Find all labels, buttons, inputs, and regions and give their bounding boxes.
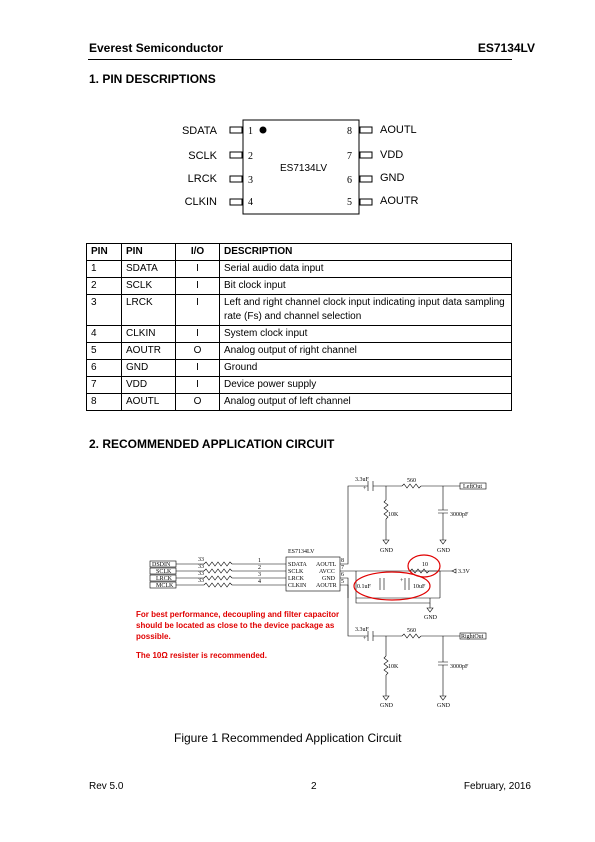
- resistor-series-right: [402, 634, 421, 638]
- table-cell: 2: [87, 278, 122, 295]
- table-header-cell: PIN: [122, 244, 176, 261]
- table-cell: Left and right channel clock input indicating input data sampling rate (Fs) and channel selection: [220, 295, 512, 326]
- note-line: The 10Ω resister is recommended.: [136, 651, 267, 660]
- pin-label-aoutl: AOUTL: [380, 124, 417, 136]
- pin-number-4: 4: [248, 197, 253, 208]
- pin-number-7: 7: [347, 151, 352, 162]
- gnd-label: GND: [380, 703, 393, 709]
- cap-label-filter-right: 3000pF: [450, 664, 469, 670]
- table-cell: 3: [87, 295, 122, 326]
- supply-label: 3.3V: [458, 569, 470, 575]
- circuit-pin-label-avcc: AVCC: [319, 569, 335, 575]
- table-cell: Analog output of right channel: [220, 343, 512, 360]
- resistor-series-left: [402, 484, 421, 488]
- pin-label-lrck: LRCK: [187, 173, 217, 185]
- table-cell: I: [176, 295, 220, 326]
- circuit-pin-label-sdata: SDATA: [288, 562, 307, 568]
- table-cell: 1: [87, 261, 122, 278]
- circuit-pin-label-aoutr: AOUTR: [316, 583, 337, 589]
- pin-number-3: 3: [248, 175, 253, 186]
- circuit-chip-name: ES7134LV: [288, 549, 315, 555]
- table-cell: VDD: [122, 377, 176, 394]
- gnd-label: GND: [424, 615, 437, 621]
- footer-date: February, 2016: [463, 781, 531, 792]
- chip-name-label: ES7134LV: [280, 163, 328, 174]
- pin-number-8: 8: [347, 126, 352, 137]
- pin-number-6: 6: [347, 175, 352, 186]
- table-header-cell: PIN: [87, 244, 122, 261]
- capacitor-dec-2: [405, 578, 409, 590]
- circuit-pin-label-aoutl: AOUTL: [316, 562, 337, 568]
- input-label-mclk: MCLK: [156, 583, 174, 589]
- resistor-input-1: [204, 562, 232, 566]
- table-cell: LRCK: [122, 295, 176, 326]
- right-out-label: RightOut: [461, 634, 484, 640]
- circuit-pin-num-7: 7: [341, 565, 344, 571]
- res-label-series-right: 560: [407, 628, 416, 634]
- res-label-shunt-left: 10K: [388, 512, 399, 518]
- note-line: possible.: [136, 632, 171, 641]
- input-label-dsdin: DSDIN: [152, 562, 171, 568]
- table-cell: I: [176, 278, 220, 295]
- pin-label-aoutr: AOUTR: [380, 195, 419, 207]
- cap-label-out-left: 3.3uF: [355, 477, 369, 483]
- table-header-cell: DESCRIPTION: [220, 244, 512, 261]
- input-label-lrck: LRCK: [156, 576, 173, 582]
- table-cell: O: [176, 394, 220, 411]
- note-line: For best performance, decoupling and filter capacitor: [136, 610, 340, 619]
- pin-label-sclk: SCLK: [188, 150, 217, 162]
- table-cell: I: [176, 377, 220, 394]
- header-part-number: ES7134LV: [477, 41, 535, 55]
- table-cell: Device power supply: [220, 377, 512, 394]
- circuit-pin-num-5: 5: [341, 579, 344, 585]
- section-title-application-circuit: 2. RECOMMENDED APPLICATION CIRCUIT: [89, 437, 335, 451]
- circuit-pin-label-lrck: LRCK: [288, 576, 305, 582]
- table-cell: GND: [122, 360, 176, 377]
- cap-label-out-right: 3.3uF: [355, 627, 369, 633]
- table-cell: AOUTR: [122, 343, 176, 360]
- table-cell: Bit clock input: [220, 278, 512, 295]
- table-cell: SCLK: [122, 278, 176, 295]
- res-label-shunt-right: 10K: [388, 664, 399, 670]
- table-cell: Ground: [220, 360, 512, 377]
- pin-label-sdata: SDATA: [181, 125, 217, 137]
- note-line: should be located as close to the device package as: [136, 621, 335, 630]
- res-label-supply: 10: [422, 562, 428, 568]
- table-cell: I: [176, 261, 220, 278]
- resistor-label-input-2: 33: [198, 564, 204, 570]
- capacitor-dec-1: [380, 578, 384, 590]
- resistor-label-input-1: 33: [198, 557, 204, 563]
- left-out-label: LeftOut: [463, 484, 482, 490]
- pin-label-vdd: VDD: [380, 149, 404, 161]
- cap-plus-right: +: [363, 636, 367, 642]
- res-label-series-left: 560: [407, 478, 416, 484]
- table-cell: System clock input: [220, 326, 512, 343]
- circuit-pin-num-2: 2: [258, 565, 261, 571]
- table-cell: 7: [87, 377, 122, 394]
- circuit-pin-label-clkin: CLKIN: [288, 583, 307, 589]
- section-title-pin-descriptions: 1. PIN DESCRIPTIONS: [89, 72, 216, 86]
- footer-page-number: 2: [311, 781, 317, 792]
- cap-label-filter-left: 3000pF: [450, 512, 469, 518]
- pin-number-5: 5: [347, 197, 352, 208]
- table-cell: 6: [87, 360, 122, 377]
- table-cell: O: [176, 343, 220, 360]
- table-cell: SDATA: [122, 261, 176, 278]
- resistor-input-2: [204, 569, 232, 573]
- pin-number-1: 1: [248, 126, 253, 137]
- table-cell: 8: [87, 394, 122, 411]
- circuit-pin-label-gnd: GND: [322, 576, 335, 582]
- cap-plus-left: +: [363, 486, 367, 492]
- table-cell: 5: [87, 343, 122, 360]
- circuit-pin-num-6: 6: [341, 572, 344, 578]
- header-company: Everest Semiconductor: [89, 41, 224, 55]
- table-cell: CLKIN: [122, 326, 176, 343]
- resistor-label-input-4: 33: [198, 578, 204, 584]
- circuit-pin-num-3: 3: [258, 572, 261, 578]
- resistor-input-4: [204, 583, 232, 587]
- table-cell: 4: [87, 326, 122, 343]
- figure-caption: Figure 1 Recommended Application Circuit: [174, 731, 402, 745]
- gnd-label: GND: [437, 703, 450, 709]
- input-label-sclk: SCLK: [156, 569, 172, 575]
- table-cell: I: [176, 326, 220, 343]
- circuit-pin-label-sclk: SCLK: [288, 569, 304, 575]
- circuit-pin-num-1: 1: [258, 558, 261, 564]
- table-header-cell: I/O: [176, 244, 220, 261]
- table-cell: I: [176, 360, 220, 377]
- gnd-label: GND: [437, 548, 450, 554]
- pin-number-2: 2: [248, 151, 253, 162]
- table-cell: Analog output of left channel: [220, 394, 512, 411]
- resistor-label-input-3: 33: [198, 571, 204, 577]
- cap-label-dec-2: 10uF: [413, 584, 426, 590]
- circuit-pin-num-8: 8: [341, 558, 344, 564]
- table-cell: Serial audio data input: [220, 261, 512, 278]
- footer-revision: Rev 5.0: [89, 781, 124, 792]
- pin-label-clkin: CLKIN: [184, 196, 217, 208]
- circuit-note: [136, 609, 339, 661]
- pin-label-gnd: GND: [380, 172, 405, 184]
- resistor-input-3: [204, 576, 232, 580]
- cap-label-dec-1: 0.1uF: [357, 584, 371, 590]
- cap-plus-dec: +: [400, 578, 404, 584]
- table-cell: AOUTL: [122, 394, 176, 411]
- circuit-pin-num-4: 4: [258, 579, 261, 585]
- gnd-label: GND: [380, 548, 393, 554]
